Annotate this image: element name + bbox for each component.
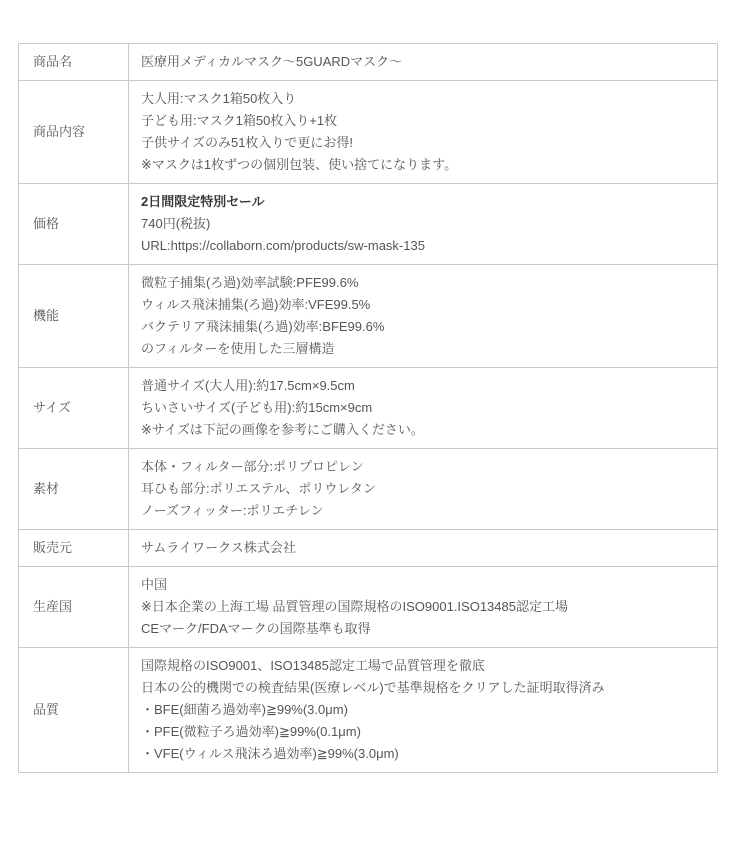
table-row-country-of-origin xyxy=(19,567,718,648)
row-label: 素材 xyxy=(19,449,129,530)
content-line: ちいさいサイズ(子ども用):約15cm×9cm xyxy=(141,400,373,415)
row-label: 生産国 xyxy=(19,567,129,648)
row-content xyxy=(129,265,718,368)
row-content xyxy=(129,184,718,265)
table-row-material xyxy=(19,449,718,530)
content-line: 子供サイズのみ51枚入りで更にお得! xyxy=(141,135,354,150)
table-row-seller xyxy=(19,530,718,567)
product-url: URL:https://collaborn.com/products/sw-mask-135 xyxy=(141,238,425,253)
content-line: 国際規格のISO9001、ISO13485認定工場で品質管理を徹底 xyxy=(141,658,485,673)
content-line: 中国 xyxy=(141,577,168,592)
content-line: ※マスクは1枚ずつの個別包装、使い捨てになります。 xyxy=(141,157,458,172)
content-line: バクテリア飛沫捕集(ろ過)効率:BFE99.6% xyxy=(141,319,385,334)
table-row-function xyxy=(19,265,718,368)
product-spec-table xyxy=(18,43,718,773)
table-row-quality xyxy=(19,648,718,773)
content-line: 医療用メディカルマスク〜5GUARDマスク〜 xyxy=(141,54,403,69)
table-row-size xyxy=(19,368,718,449)
row-content xyxy=(129,368,718,449)
table-row-product-contents xyxy=(19,81,718,184)
row-content xyxy=(129,530,718,567)
content-line: のフィルターを使用した三層構造 xyxy=(141,341,335,356)
content-line: ウィルス飛沫捕集(ろ過)効率:VFE99.5% xyxy=(141,297,371,312)
content-line: サムライワークス株式会社 xyxy=(141,540,296,555)
row-content xyxy=(129,567,718,648)
sale-headline: 2日間限定特別セール xyxy=(141,194,265,209)
table-row-product-name xyxy=(19,44,718,81)
row-label: サイズ xyxy=(19,368,129,449)
row-content xyxy=(129,648,718,773)
content-line: ・PFE(微粒子ろ過効率)≧99%(0.1μm) xyxy=(141,724,361,739)
content-line: ・BFE(細菌ろ過効率)≧99%(3.0μm) xyxy=(141,702,348,717)
row-label: 商品名 xyxy=(19,44,129,81)
content-line: 微粒子捕集(ろ過)効率試験:PFE99.6% xyxy=(141,275,359,290)
row-label: 品質 xyxy=(19,648,129,773)
content-line: ※日本企業の上海工場 品質管理の国際規格のISO9001.ISO13485認定工場 xyxy=(141,599,568,614)
content-line: ・VFE(ウィルス飛沫ろ過効率)≧99%(3.0μm) xyxy=(141,746,399,761)
content-line: 日本の公的機関での検査結果(医療レベル)で基準規格をクリアした証明取得済み xyxy=(141,680,605,695)
content-line: 普通サイズ(大人用):約17.5cm×9.5cm xyxy=(141,378,355,393)
row-content xyxy=(129,44,718,81)
row-label: 価格 xyxy=(19,184,129,265)
table-row-price xyxy=(19,184,718,265)
content-line: ノーズフィッター:ポリエチレン xyxy=(141,503,324,518)
content-line: ※サイズは下記の画像を参考にご購入ください。 xyxy=(141,422,424,437)
row-content xyxy=(129,81,718,184)
row-label: 機能 xyxy=(19,265,129,368)
content-line: 本体・フィルター部分:ポリプロピレン xyxy=(141,459,364,474)
row-label: 販売元 xyxy=(19,530,129,567)
row-content xyxy=(129,449,718,530)
content-line: CEマーク/FDAマークの国際基準も取得 xyxy=(141,621,371,636)
price-line: 740円(税抜) xyxy=(141,216,211,231)
row-label: 商品内容 xyxy=(19,81,129,184)
content-line: 子ども用:マスク1箱50枚入り+1枚 xyxy=(141,113,338,128)
content-line: 大人用:マスク1箱50枚入り xyxy=(141,91,297,106)
content-line: 耳ひも部分:ポリエステル、ポリウレタン xyxy=(141,481,376,496)
